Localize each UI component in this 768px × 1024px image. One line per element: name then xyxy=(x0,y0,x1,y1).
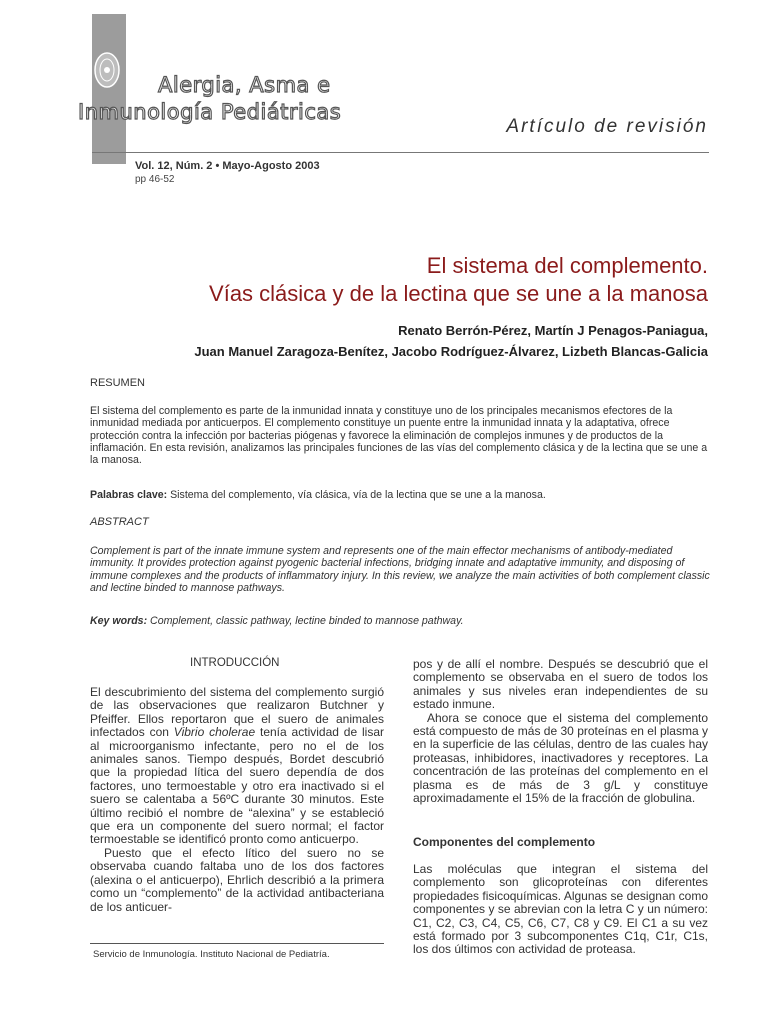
footnote: Servicio de Inmunología. Instituto Nacional de Pediatría. xyxy=(93,949,330,960)
abstract-heading: ABSTRACT xyxy=(90,516,149,528)
section-label: Artículo de revisión xyxy=(506,116,708,137)
intro-paragraph-4: Ahora se conoce que el sistema del complemento está compuesto de más de 30 proteínas en el plasma y en la superficie de las células, dentro de las cuales hay proteasas, inhibidores, inactivadores y receptores. La concentración de las proteínas del complemento en el plasma es de más de 3 g/L y constituye aproximadamente el 15% de la fracción de globulina. xyxy=(413,710,708,806)
components-paragraph-1: Las moléculas que integran el sistema del complemento son glicoproteínas con diferentes propiedades fisicoquímicas. Algunas se designan como componentes y se abrevian con la letra C y un número: C1, C2, C3, C4, C5, C6, C7, C8 y C9. El C1 a su vez está formado por 3 subcomponentes C1q, C1r, C1s, los dos últimos con actividad de proteasa. xyxy=(413,862,708,957)
intro-paragraph-1 xyxy=(90,686,384,847)
article-title-line2: Vías clásica y de la lectina que se une a la manosa xyxy=(209,281,708,306)
resumen-heading: RESUMEN xyxy=(90,377,146,389)
footnote-rule xyxy=(90,943,384,944)
authors-line1: Renato Berrón-Pérez, Martín J Penagos-Paniagua, xyxy=(398,323,708,338)
intro-p1-species: Vibrio cholerae xyxy=(173,725,256,740)
key-words-label: Key words: xyxy=(90,615,148,627)
page-range: pp 46-52 xyxy=(135,174,175,185)
components-heading: Componentes del complemento xyxy=(413,835,596,849)
resumen-body: El sistema del complemento es parte de la inmunidad innata y constituye uno de los principales mecanismos efectores de la inmunidad mediada por anticuerpos. El complemento constituye un puente entre la inmunidad innata y la adaptativa, ofrece protección contra la infección por bacterias piógenas y favorece la eliminación de complejos inmunes y de productos de la inflamación. En esta revisión, analizamos las principales funciones de las vías del complemento clásica y de la lectina que se une a la manosa. xyxy=(90,405,708,467)
journal-title xyxy=(78,72,341,126)
header-rule xyxy=(92,152,709,153)
palabras-clave xyxy=(90,489,710,501)
journal-title-line1: Alergia, Asma e xyxy=(158,73,331,97)
column-right xyxy=(413,658,708,805)
article-title-line1: El sistema del complemento. xyxy=(426,253,708,278)
journal-title-line2: Inmunología Pediátricas xyxy=(78,100,342,124)
abstract-body: Complement is part of the innate immune system and represents one of the main effector mechanisms of antibody-mediated immunity. It provides protection against pyogenic bacterial infections, bridging innate and adaptative immunity, and disposing of immune complexes and the products of inflammatory injury. In this review, we analyze the main activities of both complement classic and lectine binded to mannose pathways. xyxy=(90,545,710,594)
key-words xyxy=(90,615,710,627)
intro-p1-text-b: tenía actividad de lisar al microorganismo infectante, pero no el de los animales sanos. Tiempo después, Bordet descubrió que la propiedad lítica del suero dependía de dos factores, uno termoestable y otro era inactivado si el suero se calentaba a 56ºC durante 30 minutos. Este último recibió el nombre de “alexina” y se estableció que era un componente del suero normal; el factor termoestable se identificó pronto como anticuerpo. xyxy=(90,725,384,847)
intro-heading: INTRODUCCIÓN xyxy=(190,657,280,669)
volume-info: Vol. 12, Núm. 2 • Mayo-Agosto 2003 xyxy=(135,160,320,172)
column-left xyxy=(90,686,384,914)
intro-paragraph-2: Puesto que el efecto lítico del suero no se observaba cuando faltaba uno de los dos factores (alexina o el anticuerpo), Ehrlich describió a la primera como un “complemento” de la actividad antibacteriana de los anticuer- xyxy=(90,845,384,914)
intro-paragraph-3: pos y de allí el nombre. Después se descubrió que el complemento se observaba en el suero de todos los animales y sus niveles eran independientes de su estado inmune. xyxy=(413,657,708,712)
palabras-clave-text: Sistema del complemento, vía clásica, vía de la lectina que se une a la manosa. xyxy=(167,489,546,501)
key-words-text: Complement, classic pathway, lectine binded to mannose pathway. xyxy=(147,615,464,627)
palabras-clave-label: Palabras clave: xyxy=(90,489,168,501)
authors-line2: Juan Manuel Zaragoza-Benítez, Jacobo Rodríguez-Álvarez, Lizbeth Blancas-Galicia xyxy=(194,344,708,359)
intro-p1-text-a: El descubrimiento del sistema del complemento surgió de las observaciones que realizaron Butchner y Pfeiffer. Ellos reportaron que el suero de animales infectados con xyxy=(90,685,384,740)
